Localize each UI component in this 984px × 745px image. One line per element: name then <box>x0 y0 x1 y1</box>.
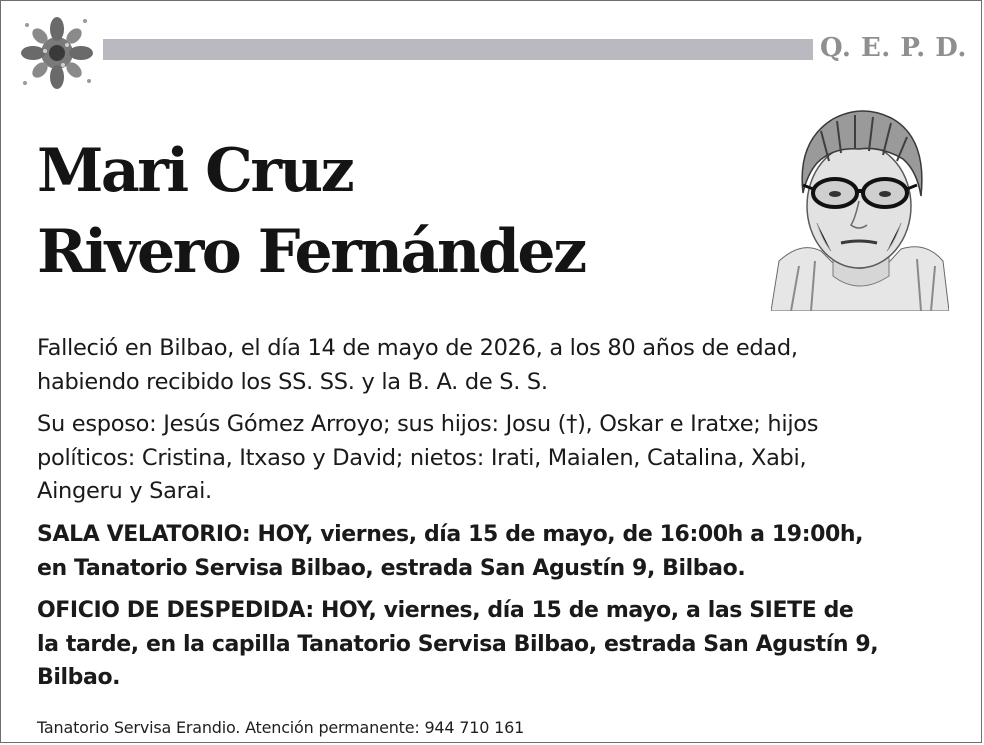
footer-contact: Tanatorio Servisa Erandio. Atención permanente: 944 710 161 <box>37 718 525 737</box>
wake-line-1: SALA VELATORIO: HOY, viernes, día 15 de mayo, de 16:00h a 19:00h, <box>37 521 864 547</box>
name-line-1: Mari Cruz <box>37 136 353 206</box>
service-paragraph <box>37 594 947 695</box>
flower-emblem-icon <box>15 11 99 93</box>
notice-body <box>37 332 947 695</box>
family-paragraph <box>37 408 947 509</box>
service-line-3: Bilbao. <box>37 665 121 691</box>
death-line-2: habiendo recibido los SS. SS. y la B. A. de S. S. <box>37 368 548 395</box>
death-paragraph <box>37 332 947 399</box>
family-line-2: políticos: Cristina, Itxaso y David; nietos: Irati, Maialen, Catalina, Xabi, <box>37 444 807 471</box>
death-line-1: Falleció en Bilbao, el día 14 de mayo de 2026, a los 80 años de edad, <box>37 335 798 361</box>
portrait-photo-icon <box>771 101 949 311</box>
deceased-name <box>37 131 585 293</box>
wake-line-2: en Tanatorio Servisa Bilbao, estrada San Agustín 9, Bilbao. <box>37 555 746 581</box>
service-line-2: la tarde, en la capilla Tanatorio Servisa Bilbao, estrada San Agustín 9, <box>37 631 879 657</box>
name-line-2: Rivero Fernández <box>37 217 585 287</box>
qepd-heading: Q. E. P. D. <box>820 33 967 63</box>
family-line-1: Su esposo: Jesús Gómez Arroyo; sus hijos: Josu (†), Oskar e Iratxe; hijos <box>37 411 819 438</box>
family-line-3: Aingeru y Sarai. <box>37 478 212 505</box>
header-bar <box>103 39 813 60</box>
wake-paragraph <box>37 518 947 585</box>
service-line-1: OFICIO DE DESPEDIDA: HOY, viernes, día 15 de mayo, a las SIETE de <box>37 598 854 624</box>
